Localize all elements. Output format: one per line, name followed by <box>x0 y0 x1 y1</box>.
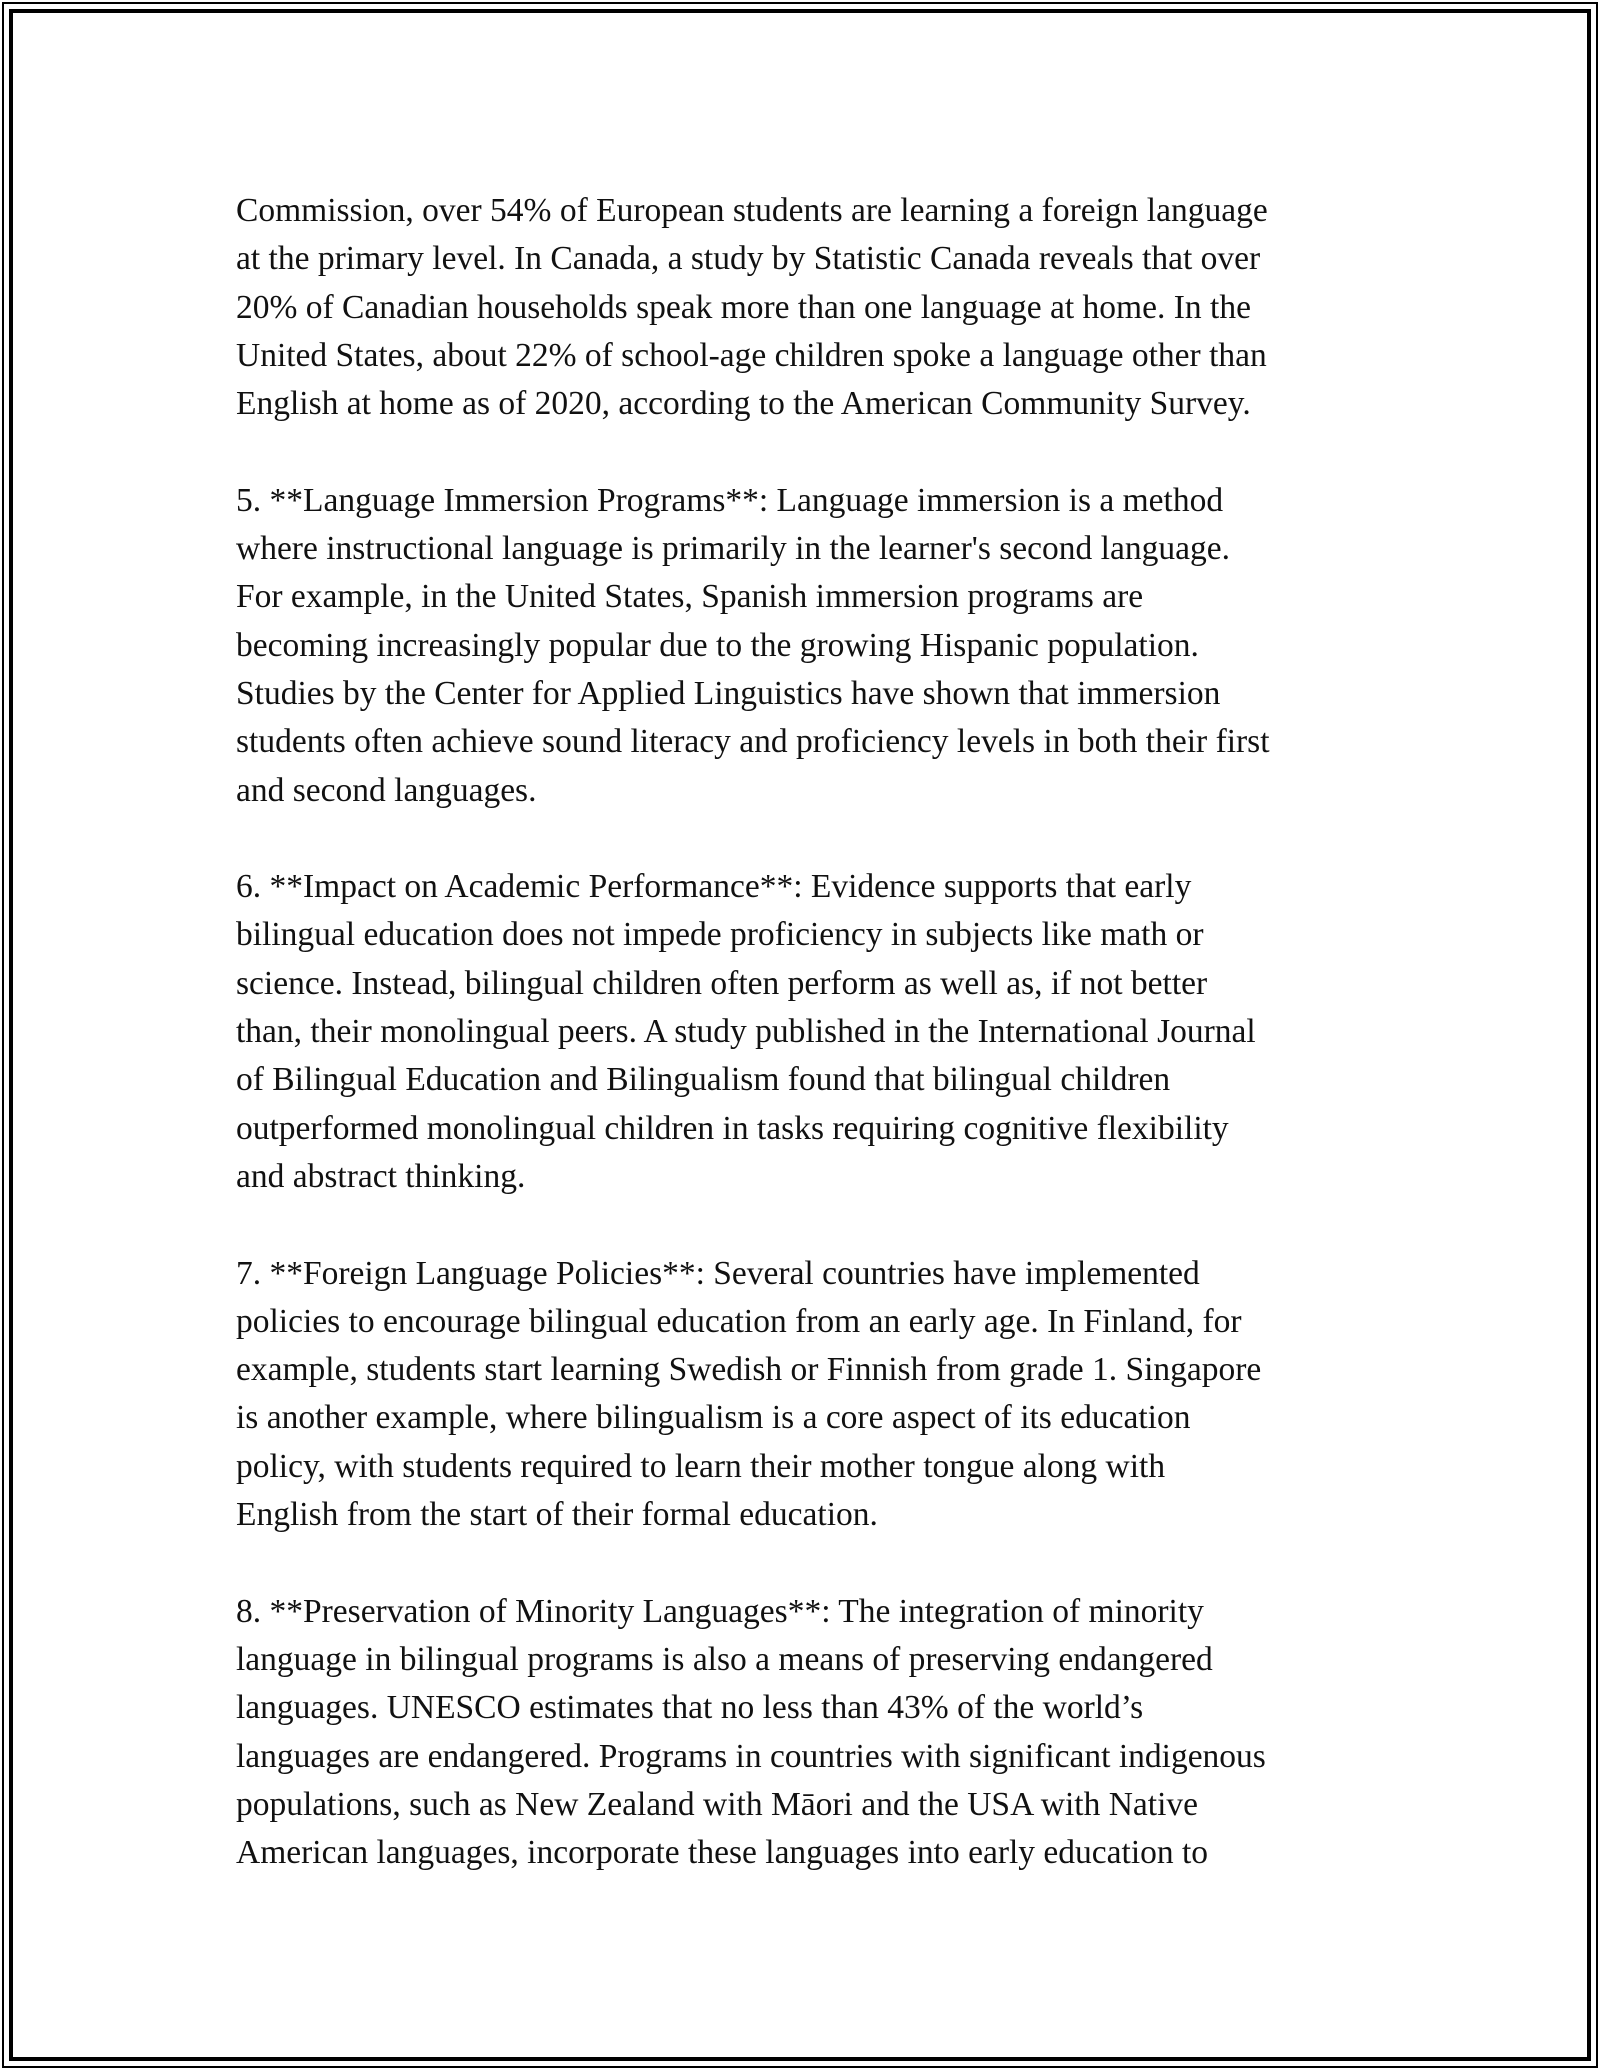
text-line: where instructional language is primarily in the learner's second language. <box>236 530 1230 568</box>
text-line: 5. **Language Immersion Programs**: Language immersion is a method <box>236 481 1224 519</box>
text-line: science. Instead, bilingual children often perform as well as, if not better <box>236 964 1208 1002</box>
text-line: and abstract thinking. <box>236 1157 526 1195</box>
text-line: is another example, where bilingualism is a core aspect of its education <box>236 1399 1191 1437</box>
text-line: bilingual education does not impede proficiency in subjects like math or <box>236 916 1204 954</box>
document-body <box>236 187 1386 1926</box>
text-line: Studies by the Center for Applied Linguistics have shown that immersion <box>236 674 1221 712</box>
text-line: policy, with students required to learn their mother tongue along with <box>236 1447 1166 1485</box>
text-line: than, their monolingual peers. A study published in the International Journal <box>236 1013 1256 1051</box>
text-line: example, students start learning Swedish or Finnish from grade 1. Singapore <box>236 1351 1262 1389</box>
paragraph-intro-statistics <box>236 187 1386 428</box>
text-line: American languages, incorporate these languages into early education to <box>236 1834 1209 1872</box>
text-line: 8. **Preservation of Minority Languages**: The integration of minority <box>236 1592 1204 1630</box>
text-line: policies to encourage bilingual education from an early age. In Finland, for <box>236 1302 1242 1340</box>
text-line: language in bilingual programs is also a means of preserving endangered <box>236 1640 1213 1678</box>
text-line: For example, in the United States, Spanish immersion programs are <box>236 578 1144 616</box>
text-line: outperformed monolingual children in tasks requiring cognitive flexibility <box>236 1109 1229 1147</box>
text-line: languages are endangered. Programs in countries with significant indigenous <box>236 1737 1266 1775</box>
text-line: English from the start of their formal education. <box>236 1496 878 1534</box>
text-line: and second languages. <box>236 771 537 809</box>
paragraph-foreign-language-policies <box>236 1250 1386 1540</box>
text-line: students often achieve sound literacy and proficiency levels in both their first <box>236 723 1270 761</box>
text-line: populations, such as New Zealand with Māori and the USA with Native <box>236 1785 1199 1823</box>
text-line: English at home as of 2020, according to the American Community Survey. <box>236 385 1251 423</box>
text-line: 7. **Foreign Language Policies**: Several countries have implemented <box>236 1254 1200 1292</box>
text-line: becoming increasingly popular due to the growing Hispanic population. <box>236 626 1199 664</box>
text-line: at the primary level. In Canada, a study by Statistic Canada reveals that over <box>236 240 1261 278</box>
text-line: United States, about 22% of school-age children spoke a language other than <box>236 336 1267 374</box>
text-line: of Bilingual Education and Bilingualism found that bilingual children <box>236 1061 1171 1099</box>
paragraph-academic-performance <box>236 863 1386 1201</box>
text-line: languages. UNESCO estimates that no less than 43% of the world’s <box>236 1689 1144 1727</box>
text-line: 20% of Canadian households speak more than one language at home. In the <box>236 288 1251 326</box>
text-line: Commission, over 54% of European students are learning a foreign language <box>236 192 1268 229</box>
paragraph-language-immersion <box>236 477 1386 815</box>
paragraph-minority-languages <box>236 1588 1386 1878</box>
text-line: 6. **Impact on Academic Performance**: Evidence supports that early <box>236 868 1192 906</box>
